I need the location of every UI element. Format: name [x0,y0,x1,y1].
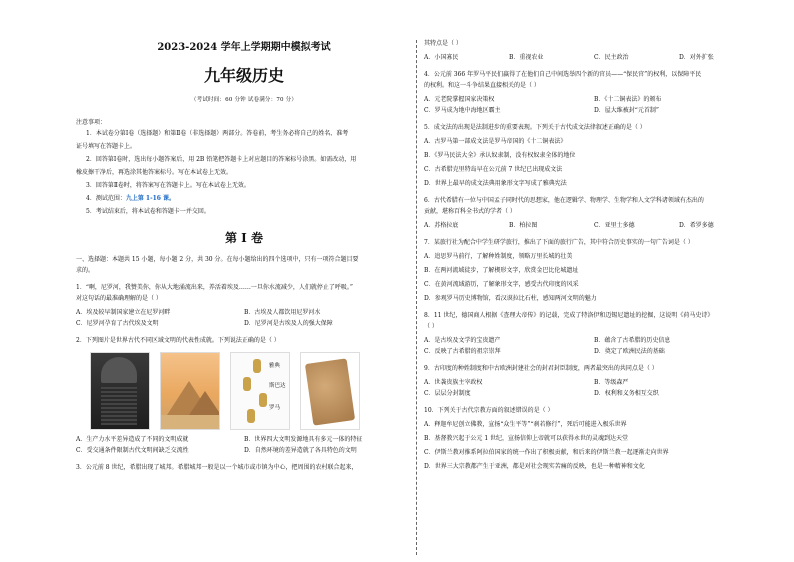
left-column [76,14,412,473]
figure-4 [247,409,255,423]
note-5: 5．考试结束后，将本试卷和答题卡一并交回。 [86,208,210,215]
q9-option-d[interactable]: D．权利和义务相互交织 [594,390,659,397]
q7-option-a[interactable]: A．追思罗马前行，了解种姓制度，领略万里长城的壮美 [424,253,573,260]
question-4-stem-a: 4．公元前 366 年罗马平民们赢得了在他们自己中间选举四个新的官员——“保民官”的权利，以保障平民 [424,71,702,78]
section-heading-1: 一、选择题：本题共 15 小题，每小题 2 分，共 30 分。在每小题给出的四个选项中，只有一项符合题目要 [76,256,359,263]
q5-option-c[interactable]: C．古希腊克里特岛早在公元前 7 世纪已出现成文法 [424,166,563,173]
q6-option-b[interactable]: B．柏拉图 [509,222,538,229]
q2-option-c[interactable]: C．受交通条件限制古代文明间缺乏交流性 [76,447,189,454]
question-4-options [424,94,764,116]
stele-inscription [101,387,137,425]
section-heading-2: 求的。 [76,267,95,274]
question-8-stem-a: 8．11 世纪，德国商人根据《查理大帝传》的记载，完成了特洛伊和迈锡尼遗址的挖掘，这说明《荷马史诗》 [424,312,714,319]
q1-option-a[interactable]: A．埃及较早制国家建立在尼罗河畔 [76,309,171,316]
question-1-options [76,307,412,329]
question-3-stem: 3．公元前 8 世纪，希腊出现了城邦。希腊城邦一般是以一个城市或市镇为中心，把周围的农村联合起来， [76,464,358,471]
q9-option-b[interactable]: B．等级森严 [594,379,629,386]
note-4-scope: 九上第 1-16 课。 [125,195,176,202]
q1-option-b[interactable]: B．古埃及人都饮用尼罗河水 [244,309,321,316]
q4-option-d[interactable]: D．屋大维被封“元首制” [594,107,659,114]
q10-option-b[interactable]: B．基督教兴起于公元 1 世纪，宣扬信仰上帝就可以获得永世的灵魂到达天堂 [424,435,629,442]
q6-option-a[interactable]: A．苏格拉底 [424,222,459,229]
notes-title: 注意事项： [76,119,107,126]
tablet-slab [305,358,355,425]
exam-title: 2023-2024 学年上学期期中模拟考试 [157,42,331,53]
q7-option-c[interactable]: C．在黄河流域游历，了解象形文字，感受古代印度的风采 [424,281,579,288]
q1-option-d[interactable]: D．尼罗河是古埃及人的强大保障 [244,320,333,327]
q2-option-d[interactable]: D．自然环境的差异造就了各具特色的文明 [244,447,357,454]
subject-title: 九年级历史 [203,66,284,85]
q2-option-a[interactable]: A．生产力水平差异造成了不同的文明成就 [76,436,189,443]
question-2-images [90,352,412,430]
q10-option-d[interactable]: D．世界三大宗教都产生于亚洲，都是对社会现实苦痛的反映，也是一种精神和文化 [424,463,645,470]
pyramid-small [189,391,220,415]
note-4 [76,193,412,204]
question-1-stem-b: 对这句话的最准确理解的是（ ） [76,295,162,302]
stele-relief [101,357,137,383]
note-1a: 1．本试卷分第Ⅰ卷（选择题）和第Ⅱ卷（非选择题）两部分。答卷前，考生务必将自己的姓名、准考 [86,130,349,137]
question-6 [424,195,764,217]
figure-3 [259,393,267,407]
q2-option-b[interactable]: B．世界四大文明发源地具有多元一体的特征 [244,436,363,443]
q6-option-d[interactable]: D．希罗多德 [679,222,714,229]
q6-option-c[interactable]: C．亚里士多德 [594,222,635,229]
question-6-options [424,220,764,231]
question-4 [424,69,764,91]
question-5-stem: 5．成文法的出现是法制进步的重要表现。下列关于古代成文法律叙述正确的是（ ） [424,124,646,131]
q8-option-a[interactable]: A．是古埃及文学的宝贵遗产 [424,337,501,344]
hammurabi-stele-image [90,352,150,430]
volume-heading: 第 Ⅰ 卷 [225,231,263,245]
q3-option-a[interactable]: A．小国寡民 [424,54,459,61]
note-2a: 2．回答第Ⅰ卷时，选出每小题答案后，用 2B 铅笔把答题卡上对应题目的答案标号涂黑。如需改动，用 [86,156,357,163]
question-7-stem: 7．某旅行社为配合中学生研学旅行，推出了下面的旅行广告，其中符合历史事实的一句广告词是（ ） [424,239,694,246]
note-3: 3．回答第Ⅱ卷时，将答案写在答题卡上。写在本试卷上无效。 [86,182,250,189]
question-8 [424,310,764,332]
q7-option-d[interactable]: D．参观罗马历史博物馆，看汉谟拉比石柱，感知两河文明的魅力 [424,295,597,302]
question-4-stem-b: 的权利。和这一斗争结果直接相关的是（ ） [424,82,540,89]
note-1b: 证号填写在答题卡上。 [76,143,137,150]
question-10-stem: 10．下列关于古代宗教方面的叙述错误的是（ ） [424,407,554,414]
q3-option-d[interactable]: D．对外扩张 [679,54,714,61]
q8-option-c[interactable]: C．反映了古希腊的祖宗崇拜 [424,348,501,355]
q9-option-a[interactable]: A．世袭贵族主宰政权 [424,379,483,386]
right-column [424,38,764,472]
question-3-options [424,52,764,63]
question-1 [76,282,412,304]
q4-option-c[interactable]: C．罗马成为地中海地区霸主 [424,107,501,114]
chart-label-2: 斯巴达 [269,383,286,389]
figure-1 [253,359,261,373]
chart-label-1: 雅典 [269,363,281,369]
q5-option-b[interactable]: B．《罗马民法大全》承认奴隶制，没有权奴隶全体的地位 [424,152,576,159]
pyramid-image [160,352,220,430]
q5-option-d[interactable]: D．世界上最早的成文法典用象形文字写成了雅典宪法 [424,180,567,187]
note-4-prefix: 4．测试范围： [86,195,126,202]
clay-tablet-image [300,352,360,430]
q1-option-c[interactable]: C．尼罗河孕育了古代埃及文明 [76,320,159,327]
question-1-stem-a: 1．“啊，尼罗河，我赞美你，你从大地涌流出来，养活着埃及……一旦你水流减少，人们就停止了呼吸。” [76,284,353,291]
q10-option-a[interactable]: A．释迦牟尼创立佛教，宣扬“众生平等”“刹若修行”，死后可能进入极乐世界 [424,421,627,428]
question-2-stem: 2．下列图片是世界古代不同区域文明的代表性成就。下列说法正确的是（ ） [76,337,280,344]
q5-option-a[interactable]: A．古罗马第一部成文法是罗马帝国的《十二铜表法》 [424,138,567,145]
q4-option-b[interactable]: B．《十二铜表法》的颁布 [594,96,662,103]
q8-option-b[interactable]: B．蕴含了古希腊的历史信息 [594,337,671,344]
question-9-stem: 9．古印度的种姓制度和中古欧洲封建社会的封君封臣制度，两者最突出的共同点是（ ） [424,365,658,372]
q10-option-c[interactable]: C．伊斯兰教对推系阿拉伯国家的统一作出了积极贡献，和后来的伊斯兰教一起逐渐走向世界 [424,449,669,456]
chart-label-3: 罗马 [269,405,281,411]
q7-option-b[interactable]: B．在两河流域徒步，了解楔形文字，欣赏金巴比伦城遗址 [424,267,579,274]
question-9-options [424,377,764,399]
question-8-stem-b: （ ） [424,323,438,330]
caste-figure-image [230,352,290,430]
q3-option-b[interactable]: B．重视农业 [509,54,544,61]
question-6-stem-b: 贡献，堪称百科全书式的学者（ ） [424,208,516,215]
question-3-stem-cont: 其特点是（ ） [424,40,462,47]
question-8-options [424,335,764,357]
column-divider [416,40,417,555]
q8-option-d[interactable]: D．奠定了欧洲民法的基础 [594,348,665,355]
exam-meta: （考试时间：60 分钟 试卷满分：70 分） [190,97,298,103]
q3-option-c[interactable]: C．民主政治 [594,54,629,61]
q9-option-c[interactable]: C．层层分封制度 [424,390,471,397]
desert-ground [161,415,219,429]
figure-2 [243,377,251,391]
question-6-stem-a: 6．古代希腊有一位与中国孟子同时代的思想家，他在逻辑学、物理学、生物学和人文学科诸领域有杰出的 [424,197,704,204]
note-2b: 橡皮擦干净后，再选涂其他答案标号。写在本试卷上无效。 [76,169,233,176]
question-2-options [76,434,412,456]
q4-option-a[interactable]: A．元老院掌握国家决策权 [424,96,495,103]
